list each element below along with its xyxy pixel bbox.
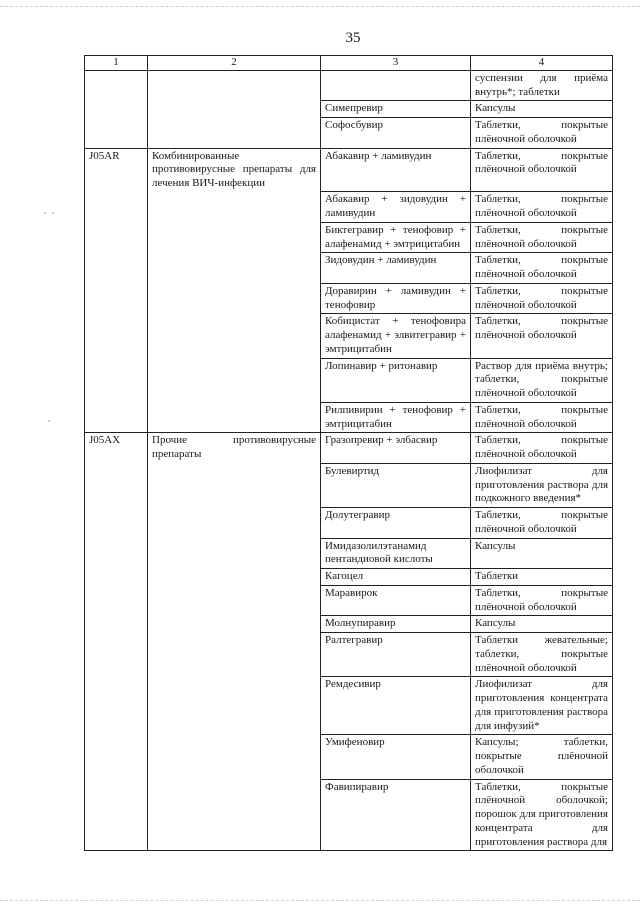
group-cell xyxy=(148,585,321,616)
form-cell: Таблетки, покрытые плёночной оболочкой; порошок для приготовления концентрата для приготовления раствора для xyxy=(471,779,613,851)
group-cell xyxy=(148,508,321,539)
group-cell xyxy=(148,677,321,735)
code-cell xyxy=(85,779,148,851)
form-cell: Таблетки, покрытые плёночной оболочкой xyxy=(471,253,613,284)
group-cell xyxy=(148,70,321,101)
drug-cell: Абакавир + ламивудин xyxy=(321,148,471,192)
table-row xyxy=(85,735,613,779)
table-row xyxy=(85,283,613,314)
header-col-2: 2 xyxy=(148,56,321,71)
group-cell xyxy=(148,101,321,118)
drug-cell: Маравирок xyxy=(321,585,471,616)
drug-cell xyxy=(321,70,471,101)
table-row xyxy=(85,402,613,433)
table-body xyxy=(85,70,613,851)
drug-cell: Кобицистат + тенофовира алафенамид + элвитегравир + эмтрицитабин xyxy=(321,314,471,358)
drug-cell: Лопинавир + ритонавир xyxy=(321,358,471,402)
group-cell xyxy=(148,253,321,284)
code-cell xyxy=(85,118,148,149)
group-cell xyxy=(148,616,321,633)
group-cell xyxy=(148,779,321,851)
code-cell xyxy=(85,358,148,402)
group-cell xyxy=(148,192,321,223)
group-cell: Прочие противовирусные препараты xyxy=(148,433,321,464)
group-cell: Комбинированные противовирусные препараты для лечения ВИЧ-инфекции xyxy=(148,148,321,192)
drug-cell: Фавипиравир xyxy=(321,779,471,851)
code-cell xyxy=(85,633,148,677)
form-cell: Капсулы xyxy=(471,538,613,569)
drug-cell: Умифеновир xyxy=(321,735,471,779)
table-row xyxy=(85,314,613,358)
form-cell: Таблетки, покрытые плёночной оболочкой xyxy=(471,192,613,223)
group-cell xyxy=(148,538,321,569)
code-cell xyxy=(85,314,148,358)
code-cell xyxy=(85,538,148,569)
scan-speck xyxy=(44,212,46,214)
table-row xyxy=(85,508,613,539)
page-number: 35 xyxy=(345,30,361,46)
scan-edge-top xyxy=(0,6,640,7)
drug-cell: Биктегравир + тенофовир + алафенамид + эмтрицитабин xyxy=(321,222,471,253)
code-cell xyxy=(85,192,148,223)
group-cell xyxy=(148,633,321,677)
table-row xyxy=(85,585,613,616)
drug-table-container xyxy=(84,55,612,851)
group-cell xyxy=(148,735,321,779)
code-cell xyxy=(85,253,148,284)
table-row xyxy=(85,616,613,633)
drug-cell: Кагоцел xyxy=(321,569,471,586)
drug-cell: Имидазолилэтанамид пентандиовой кислоты xyxy=(321,538,471,569)
header-row xyxy=(85,56,613,71)
code-cell xyxy=(85,735,148,779)
form-cell: Таблетки, покрытые плёночной оболочкой xyxy=(471,314,613,358)
code-cell xyxy=(85,677,148,735)
form-cell: Таблетки, покрытые плёночной оболочкой xyxy=(471,283,613,314)
table-row xyxy=(85,463,613,507)
group-cell xyxy=(148,569,321,586)
form-cell: Лиофилизат для приготовления раствора для подкожного введения* xyxy=(471,463,613,507)
table-row xyxy=(85,538,613,569)
code-cell xyxy=(85,283,148,314)
group-cell xyxy=(148,222,321,253)
code-cell xyxy=(85,616,148,633)
form-cell: суспензии для приёма внутрь*; таблетки xyxy=(471,70,613,101)
group-cell xyxy=(148,358,321,402)
group-cell xyxy=(148,283,321,314)
code-cell xyxy=(85,402,148,433)
form-cell: Раствор для приёма внутрь; таблетки, покрытые плёночной оболочкой xyxy=(471,358,613,402)
header-col-3: 3 xyxy=(321,56,471,71)
group-cell xyxy=(148,118,321,149)
form-cell: Таблетки, покрытые плёночной оболочкой xyxy=(471,585,613,616)
form-cell: Капсулы xyxy=(471,616,613,633)
table-row xyxy=(85,633,613,677)
form-cell: Таблетки, покрытые плёночной оболочкой xyxy=(471,402,613,433)
table-row xyxy=(85,569,613,586)
table-row xyxy=(85,101,613,118)
table-row xyxy=(85,148,613,192)
form-cell: Таблетки, покрытые плёночной оболочкой xyxy=(471,508,613,539)
header-col-1: 1 xyxy=(85,56,148,71)
drug-cell: Зидовудин + ламивудин xyxy=(321,253,471,284)
drug-cell: Абакавир + зидовудин + ламивудин xyxy=(321,192,471,223)
form-cell: Таблетки xyxy=(471,569,613,586)
code-cell xyxy=(85,101,148,118)
drug-cell: Долутегравир xyxy=(321,508,471,539)
drug-cell: Ремдесивир xyxy=(321,677,471,735)
code-cell xyxy=(85,70,148,101)
drug-cell: Молнупиравир xyxy=(321,616,471,633)
form-cell: Таблетки, покрытые плёночной оболочкой xyxy=(471,118,613,149)
table-row xyxy=(85,433,613,464)
scan-speck xyxy=(52,212,54,214)
form-cell: Таблетки, покрытые плёночной оболочкой xyxy=(471,222,613,253)
table-row xyxy=(85,118,613,149)
group-cell xyxy=(148,402,321,433)
form-cell: Лиофилизат для приготовления концентрата для приготовления раствора для инфузий* xyxy=(471,677,613,735)
form-cell: Капсулы; таблетки, покрытые плёночной оболочкой xyxy=(471,735,613,779)
drug-cell: Ралтегравир xyxy=(321,633,471,677)
drug-cell: Рилпивирин + тенофовир + эмтрицитабин xyxy=(321,402,471,433)
code-cell xyxy=(85,508,148,539)
group-cell xyxy=(148,314,321,358)
scan-edge-bottom xyxy=(0,900,640,901)
form-cell: Капсулы xyxy=(471,101,613,118)
drug-cell: Симепревир xyxy=(321,101,471,118)
code-cell: J05AX xyxy=(85,433,148,464)
drug-cell: Софосбувир xyxy=(321,118,471,149)
table-row xyxy=(85,779,613,851)
drug-cell: Гразопревир + элбасвир xyxy=(321,433,471,464)
drug-cell: Булевиртид xyxy=(321,463,471,507)
code-cell xyxy=(85,569,148,586)
drug-table xyxy=(84,55,613,851)
form-cell: Таблетки жевательные; таблетки, покрытые плёночной оболочкой xyxy=(471,633,613,677)
code-cell xyxy=(85,463,148,507)
group-cell xyxy=(148,463,321,507)
table-row xyxy=(85,358,613,402)
drug-cell: Доравирин + ламивудин + тенофовир xyxy=(321,283,471,314)
table-row xyxy=(85,677,613,735)
form-cell: Таблетки, покрытые плёночной оболочкой xyxy=(471,148,613,192)
code-cell xyxy=(85,585,148,616)
continuation-row xyxy=(85,70,613,101)
table-row xyxy=(85,253,613,284)
code-cell xyxy=(85,222,148,253)
table-row xyxy=(85,222,613,253)
code-cell: J05AR xyxy=(85,148,148,192)
table-row xyxy=(85,192,613,223)
header-col-4: 4 xyxy=(471,56,613,71)
form-cell: Таблетки, покрытые плёночной оболочкой xyxy=(471,433,613,464)
scan-speck xyxy=(48,420,50,422)
